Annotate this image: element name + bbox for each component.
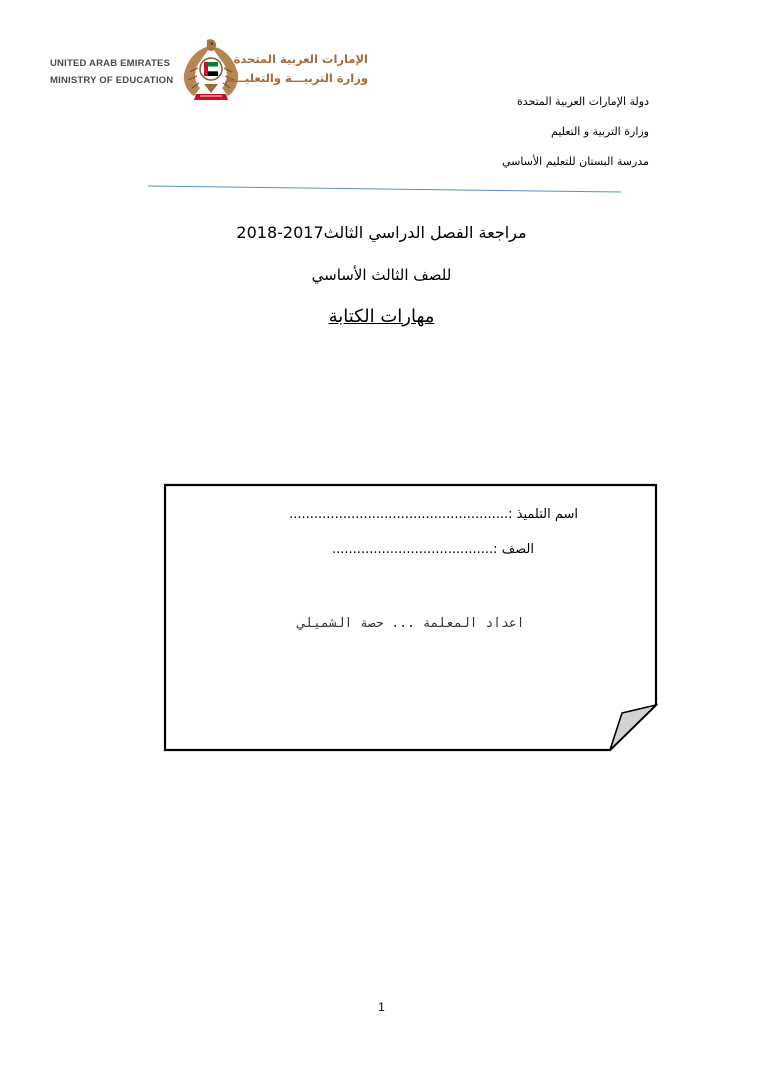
logo-text-ar-line1: الإمارات العربية المتحدة	[233, 52, 368, 66]
review-title: مراجعة الفصل الدراسي الثالث2017-2018	[236, 223, 527, 242]
student-name-field: اسم التلميذ :.....................................................	[289, 507, 578, 522]
class-field: الصف :.......................................	[332, 542, 534, 557]
teacher-credit: اعداد المعلمة ... حصة الشميلي	[297, 616, 525, 631]
header-country: دولة الإمارات العربية المتحدة	[516, 95, 649, 108]
grade-title: للصف الثالث الأساسي	[311, 266, 452, 284]
header-school: مدرسة البستان للتعليم الأساسي	[501, 155, 649, 168]
student-info-card	[160, 480, 662, 755]
header-ministry: وزارة التربية و التعليم	[551, 125, 649, 138]
logo-text-en-line2: MINISTRY OF EDUCATION	[50, 75, 174, 86]
logo-text-en-line1: UNITED ARAB EMIRATES	[50, 58, 171, 69]
logo-text-ar-line2: وزارة التربيـــة والتعليـــم	[224, 71, 368, 85]
page-number: 1	[378, 1000, 385, 1014]
subject-title: مهارات الكتابة	[328, 306, 435, 327]
header-divider	[148, 185, 621, 194]
ministry-logo	[50, 38, 368, 106]
